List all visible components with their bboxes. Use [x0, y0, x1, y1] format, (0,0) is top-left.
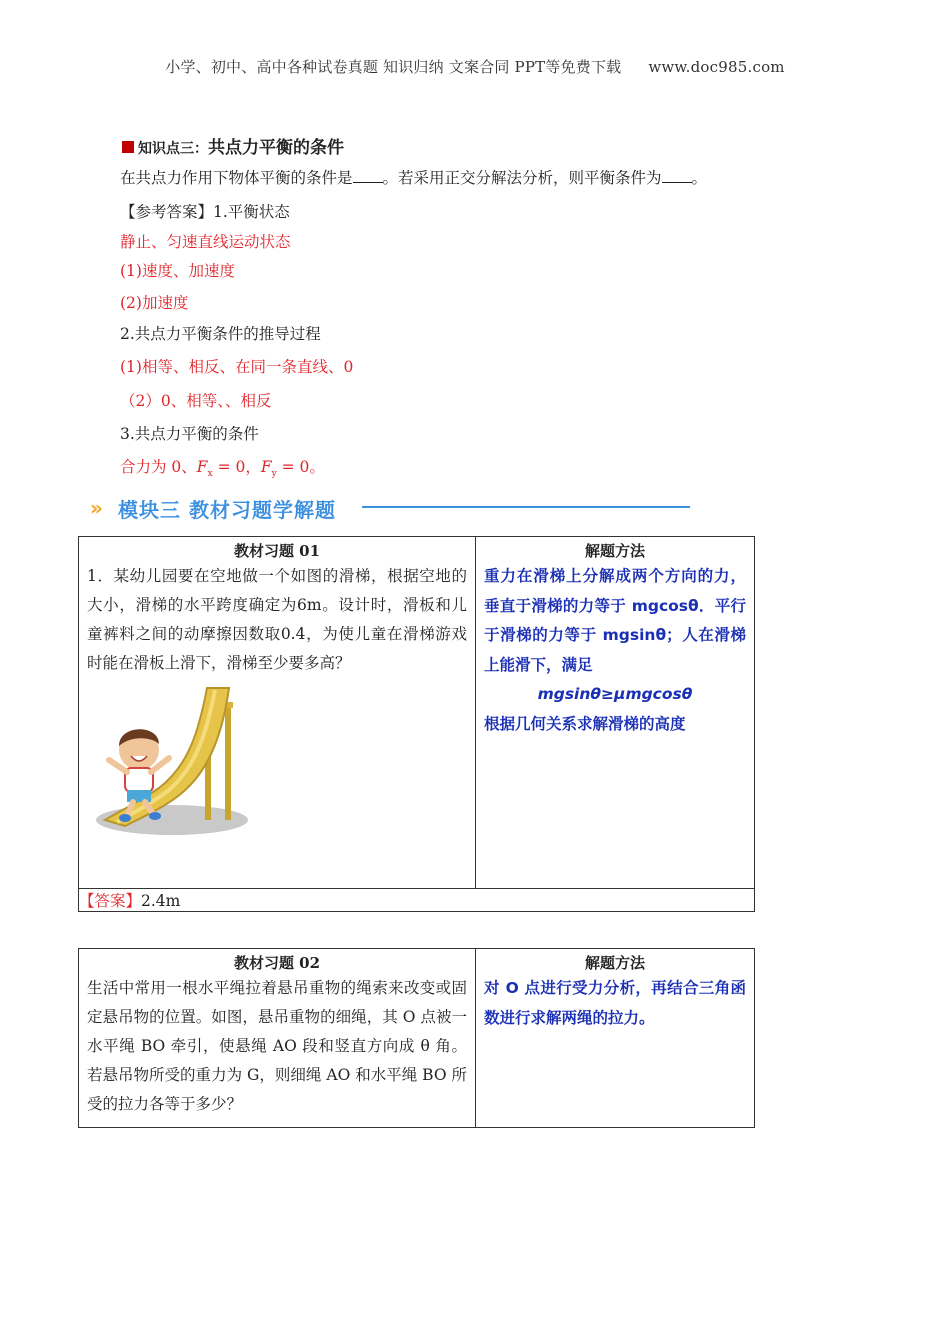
- answer-line-2: (1)速度、加速度: [120, 262, 235, 280]
- exercise-01-formula: mgsinθ≥μmgcosθ: [537, 685, 693, 703]
- exercise-01-question-cell: [79, 537, 476, 889]
- answer-line-3: (2)加速度: [120, 294, 189, 312]
- ref-answer-line: 【参考答案】1.平衡状态: [120, 203, 290, 221]
- exercise-01-answer: 【答案】2.4m: [79, 889, 755, 912]
- kp3-question: 在共点力作用下物体平衡的条件是 。若采用正交分解法分析，则平衡条件为 。: [120, 169, 708, 187]
- exercise-01-heading: 教材习题 01: [233, 542, 321, 560]
- red-square-icon: [122, 141, 134, 153]
- exercise-01-method: 重力在滑梯上分解成两个方向的力，垂直于滑梯的力等于 mgcosθ．平行于滑梯的力等于 mgsinθ；人在滑梯上能滑下，满足 mgsinθ≥μmgcosθ 根据几何关系求解滑梯的高度: [484, 567, 746, 733]
- exercise-01-table: [78, 536, 755, 912]
- exercise-02-question: 生活中常用一根水平绳拉着悬吊重物的绳索来改变或固定悬吊物的位置。如图，悬吊重物的细绳，其 O 点被一水平绳 BO 牵引，使悬绳 AO 段和竖直方向成 θ 角。若悬吊物所受的重力为 G，则细绳 AO 和水平绳 BO 所受的拉力各等于多少？: [87, 979, 467, 1113]
- exercise-02-method-heading: 解题方法: [584, 954, 645, 972]
- header-text: 小学、初中、高中各种试卷真题 知识归纳 文案合同 PPT等免费下载: [165, 58, 622, 76]
- exercise-02-method: 对 O 点进行受力分析，再结合三角函数进行求解两绳的拉力。: [484, 979, 746, 1027]
- answer-line-1: 静止、匀速直线运动状态: [120, 233, 291, 251]
- fill-blank: [353, 170, 383, 183]
- fill-blank: [662, 170, 692, 183]
- exercise-02-table: [78, 948, 755, 1128]
- module-title: 模块三 教材习题学解题: [118, 498, 336, 522]
- slide-illustration: [87, 680, 257, 850]
- header-url[interactable]: www.doc985.com: [648, 58, 785, 76]
- answer-line-4: (1)相等、相反、在同一条直线、0: [120, 358, 354, 376]
- exercise-02-method-cell: [476, 949, 755, 1128]
- answer-line-5: （2）0、相等、、相反: [120, 392, 272, 410]
- exercise-02-heading: 教材习题 02: [233, 954, 321, 972]
- exercise-01-method-cell: [476, 537, 755, 889]
- child-shoe-right: [149, 812, 161, 820]
- module-divider: [362, 506, 690, 508]
- slide-pole-right: [225, 702, 231, 820]
- child-shoe-left: [119, 814, 131, 822]
- page-header: [0, 56, 950, 77]
- knowledge-point-3-title: 知识点三：共点力平衡的条件: [122, 133, 344, 158]
- double-chevron-icon: »: [90, 496, 97, 520]
- exercise-02-question-cell: [79, 949, 476, 1128]
- exercise-01-method-heading: 解题方法: [584, 542, 645, 560]
- answer-line-6: 合力为 0、$F_x = 0$，$F_y = 0$。: [120, 458, 325, 480]
- item-3-heading: 3.共点力平衡的条件: [120, 425, 259, 443]
- exercise-01-question: 1．某幼儿园要在空地做一个如图的滑梯，根据空地的大小，滑梯的水平跨度确定为6m。设计时，滑板和儿童裤料之间的动摩擦因数取0.4，为使儿童在滑梯游戏时能在滑板上滑下，滑梯至少要多高？: [87, 567, 467, 672]
- item-2-heading: 2.共点力平衡条件的推导过程: [120, 325, 321, 343]
- module-3-banner: [90, 492, 700, 522]
